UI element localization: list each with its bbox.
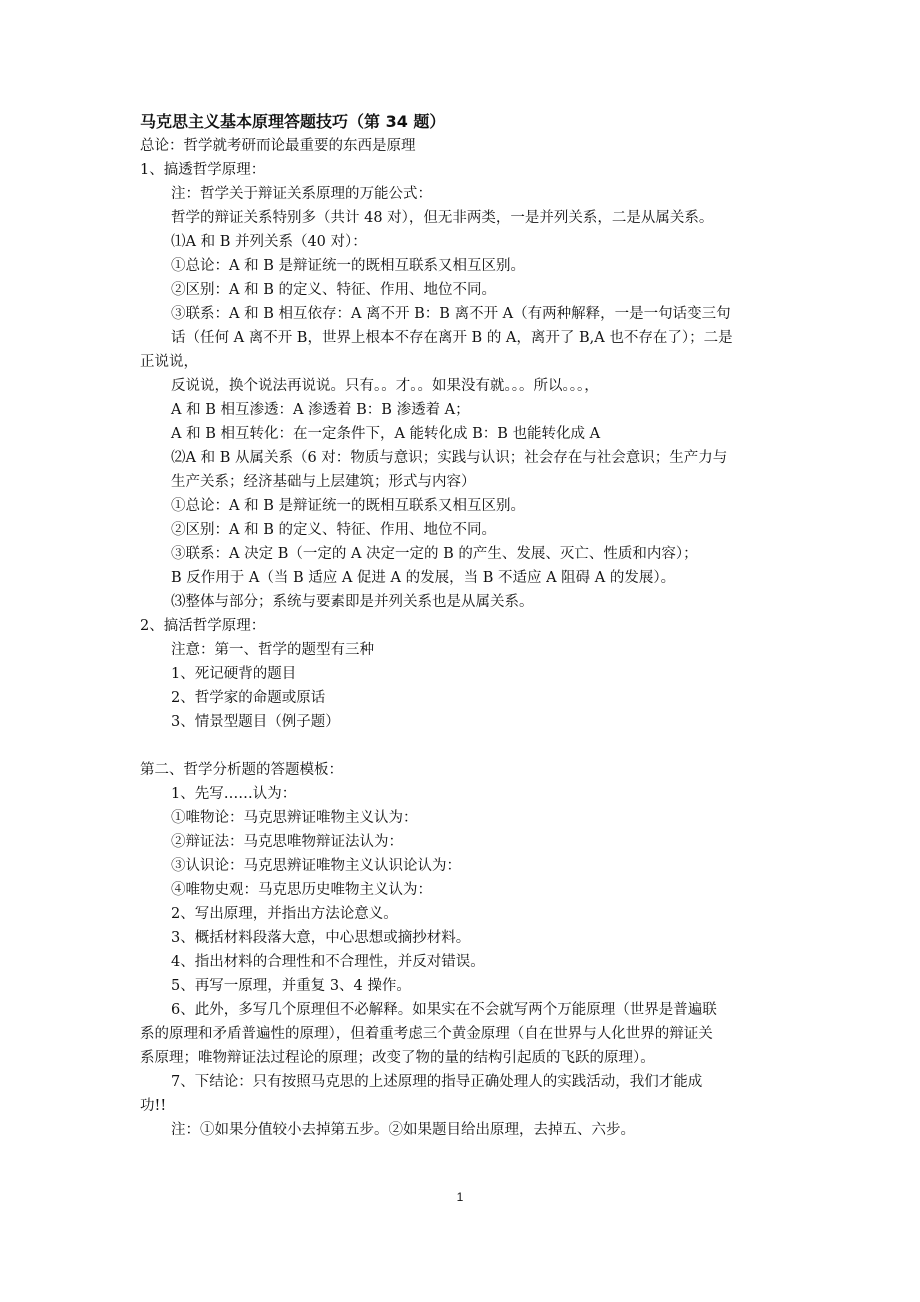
text-line: ⑶整体与部分；系统与要素即是并列关系也是从属关系。 (171, 594, 534, 610)
list-item: 1、先写……认为： (171, 786, 297, 802)
text-line: 反说说，换个说法再说说。只有。。才。。如果没有就。。。所以。。。， (171, 378, 599, 394)
blank-line (140, 734, 780, 758)
text-line: B 反作用于 A（当 B 适应 A 促进 A 的发展，当 B 不适应 A 阻碍 A 的发展）。 (171, 570, 676, 586)
text-line: ③联系：A 和 B 相互依存：A 离不开 B：B 离不开 A（有两种解释，一是一句话变三句 (171, 306, 731, 322)
list-item: 6、此外，多写几个原理但不必解释。如果实在不会就写两个万能原理（世界是普遍联 (171, 1002, 717, 1018)
text-line: A 和 B 相互转化：在一定条件下，A 能转化成 B：B 也能转化成 A (171, 426, 601, 442)
text-line: ⑴A 和 B 并列关系（40 对）： (171, 234, 367, 250)
text-line: A 和 B 相互渗透：A 渗透着 B：B 渗透着 A； (171, 402, 470, 418)
list-item: 3、情景型题目（例子题） (171, 714, 340, 730)
text-line: 话（任何 A 离不开 B，世界上根本不存在离开 B 的 A，离开了 B,A 也不存在了）；二是 (171, 330, 733, 346)
text-line: 注：哲学关于辩证关系原理的万能公式： (171, 186, 432, 202)
document-title: 马克思主义基本原理答题技巧（第 34 题） (140, 112, 446, 131)
list-item: 3、概括材料段落大意，中心思想或摘抄材料。 (171, 930, 471, 946)
list-item: 7、下结论：只有按照马克思的上述原理的指导正确处理人的实践活动，我们才能成 (171, 1074, 703, 1090)
text-line: ⑵A 和 B 从属关系（6 对：物质与意识；实践与认识；社会存在与社会意识；生产力与 (171, 450, 728, 466)
list-item: 2、哲学家的命题或原话 (171, 690, 326, 706)
section-heading: 第二、哲学分析题的答题模板： (140, 762, 343, 778)
text-line: ④唯物史观：马克思历史唯物主义认为： (171, 882, 432, 898)
text-line: 系的原理和矛盾普遍性的原理），但着重考虑三个黄金原理（自在世界与人化世界的辩证关 (140, 1026, 713, 1042)
list-item: 4、指出材料的合理性和不合理性，并反对错误。 (171, 954, 485, 970)
text-line: ②区别：A 和 B 的定义、特征、作用、地位不同。 (171, 522, 496, 538)
page-number: 1 (456, 1190, 464, 1204)
text-line: ③认识论：马克思辨证唯物主义认识论认为： (171, 858, 461, 874)
text-line: ①唯物论：马克思辨证唯物主义认为： (171, 810, 418, 826)
text-line: 功!! (140, 1098, 167, 1114)
text-line: ②区别：A 和 B 的定义、特征、作用、地位不同。 (171, 282, 496, 298)
list-item: 1、死记硬背的题目 (171, 666, 297, 682)
list-item: 5、再写一原理，并重复 3、4 操作。 (171, 978, 411, 994)
text-line: ①总论：A 和 B 是辩证统一的既相互联系又相互区别。 (171, 258, 525, 274)
text-line: 哲学的辩证关系特别多（共计 48 对），但无非两类，一是并列关系，二是从属关系。 (171, 210, 714, 226)
text-line: 系原理；唯物辩证法过程论的原理；改变了物的量的结构引起质的飞跃的原理）。 (140, 1050, 655, 1066)
text-line: 生产关系；经济基础与上层建筑；形式与内容） (171, 474, 476, 490)
text-line: 总论：哲学就考研而论最重要的东西是原理 (140, 138, 416, 154)
list-item: 2、写出原理，并指出方法论意义。 (171, 906, 398, 922)
document-body (140, 110, 780, 1142)
section-heading: 2、搞活哲学原理： (140, 618, 266, 634)
text-line: 注：①如果分值较小去掉第五步。②如果题目给出原理，去掉五、六步。 (171, 1122, 635, 1138)
text-line: ①总论：A 和 B 是辩证统一的既相互联系又相互区别。 (171, 498, 525, 514)
text-line: ③联系：A 决定 B（一定的 A 决定一定的 B 的产生、发展、灭亡、性质和内容）； (171, 546, 698, 562)
text-line: 正说说， (140, 354, 198, 370)
text-line: 注意：第一、哲学的题型有三种 (171, 642, 374, 658)
section-heading: 1、搞透哲学原理： (140, 162, 266, 178)
text-line: ②辩证法：马克思唯物辩证法认为： (171, 834, 403, 850)
